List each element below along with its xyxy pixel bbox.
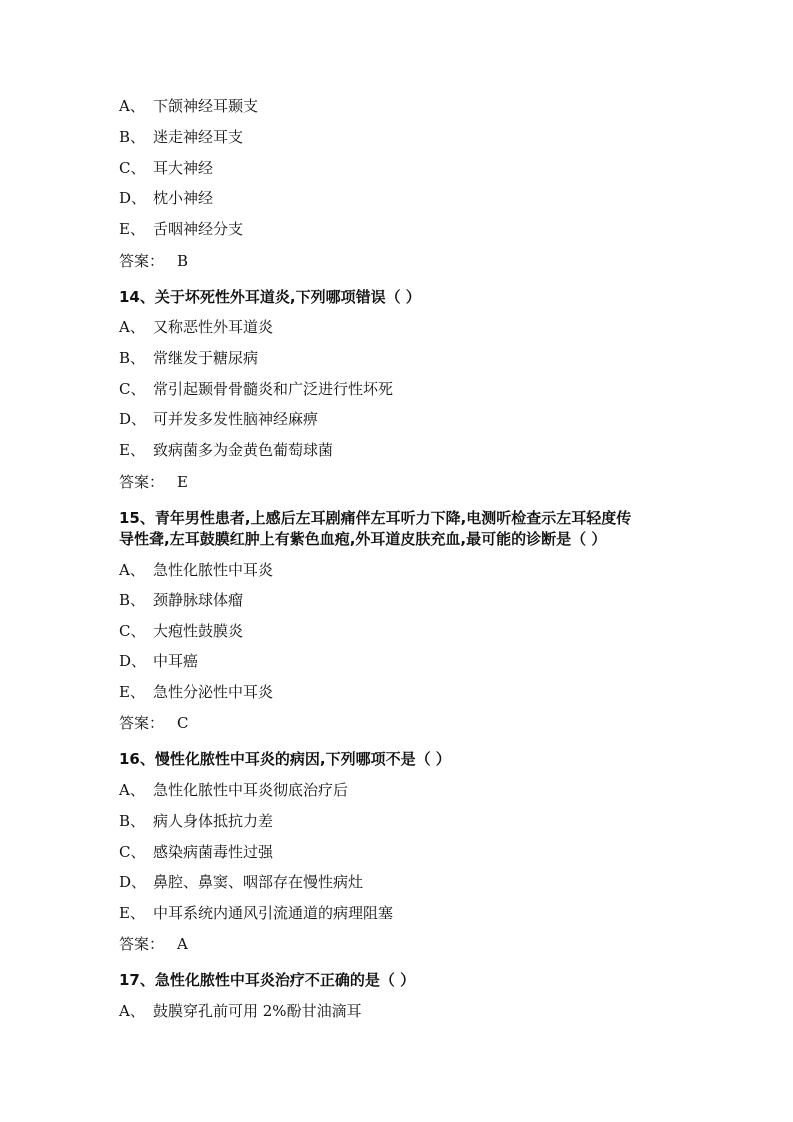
question-15-line-1: 15、青年男性患者,上感后左耳剧痛伴左耳听力下降,电测听检查示左耳轻度传: [119, 509, 632, 527]
question-15-line-2: 导性聋,左耳鼓膜红肿上有紫色血疱,外耳道皮肤充血,最可能的诊断是（ ）: [119, 530, 607, 548]
option-14-e: E、 致病菌多为金黄色葡萄球菌: [119, 441, 334, 459]
answer-14: 答案： E: [119, 473, 188, 491]
option-16-e: E、 中耳系统内通风引流通道的病理阻塞: [119, 904, 394, 922]
answer-16: 答案： A: [119, 935, 188, 953]
option-14-d: D、 可并发多发性脑神经麻痹: [119, 410, 319, 428]
option-14-a: A、 又称恶性外耳道炎: [119, 318, 274, 336]
option-16-a: A、 急性化脓性中耳炎彻底治疗后: [119, 781, 349, 799]
question-16: 16、慢性化脓性中耳炎的病因,下列哪项不是（ ）: [119, 750, 451, 768]
answer-15: 答案： C: [119, 714, 189, 732]
option-13-b: B、 迷走神经耳支: [119, 128, 244, 146]
option-16-d: D、 鼻腔、鼻窦、咽部存在慢性病灶: [119, 873, 364, 891]
option-13-a: A、 下颌神经耳颞支: [119, 97, 259, 115]
answer-13: 答案： B: [119, 252, 189, 270]
option-16-c: C、 感染病菌毒性过强: [119, 843, 274, 861]
option-13-d: D、 枕小神经: [119, 189, 214, 207]
option-15-d: D、 中耳癌: [119, 652, 199, 670]
option-13-e: E、 舌咽神经分支: [119, 220, 244, 238]
option-14-c: C、 常引起颞骨骨髓炎和广泛进行性坏死: [119, 380, 394, 398]
option-16-b: B、 病人身体抵抗力差: [119, 812, 274, 830]
question-17: 17、急性化脓性中耳炎治疗不正确的是（ ）: [119, 971, 416, 989]
option-15-c: C、 大疱性鼓膜炎: [119, 622, 244, 640]
option-15-a: A、 急性化脓性中耳炎: [119, 561, 274, 579]
option-15-e: E、 急性分泌性中耳炎: [119, 683, 274, 701]
question-14: 14、关于坏死性外耳道炎,下列哪项错误（ ）: [119, 288, 421, 306]
option-13-c: C、 耳大神经: [119, 159, 214, 177]
option-14-b: B、 常继发于糖尿病: [119, 349, 259, 367]
option-15-b: B、 颈静脉球体瘤: [119, 591, 244, 609]
option-17-a: A、 鼓膜穿孔前可用 2%酚甘油滴耳: [119, 1002, 362, 1020]
